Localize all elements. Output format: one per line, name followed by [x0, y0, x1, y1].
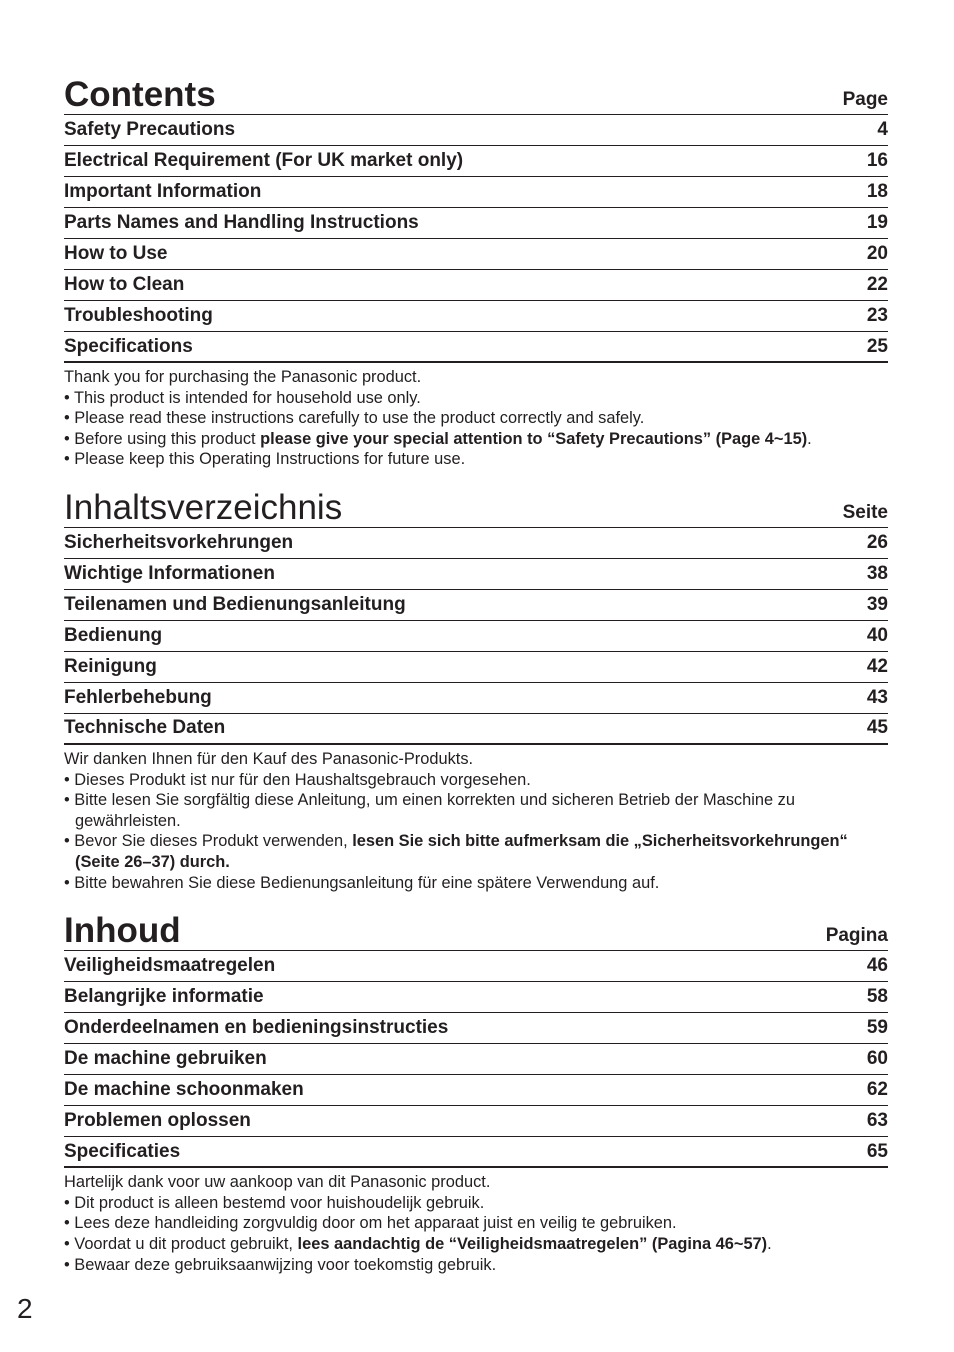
- toc-page: 18: [866, 181, 888, 202]
- bullet-text: • Voordat u dit product gebruikt,: [64, 1234, 298, 1253]
- bullet-emphasis: lesen Sie sich bitte aufmerksam die „Sicherheitsvorkehrungen“ (Seite 26–37) durch.: [75, 832, 848, 871]
- intro-line: Wir danken Ihnen für den Kauf des Panasonic-Produkts.: [64, 749, 474, 768]
- toc-row[interactable]: [64, 146, 888, 177]
- intro-line: Thank you for purchasing the Panasonic product.: [64, 368, 422, 386]
- toc-page: 60: [866, 1048, 888, 1070]
- section-title: Inhaltsverzeichnis: [64, 487, 343, 527]
- toc-label: Technische Daten: [64, 717, 226, 739]
- toc-label: Troubleshooting: [64, 305, 213, 326]
- toc-page: 45: [866, 717, 888, 739]
- toc-row[interactable]: [64, 621, 888, 652]
- section-header: [64, 910, 888, 951]
- toc-page: 62: [866, 1079, 888, 1101]
- toc-label: Onderdeelnamen en bedieningsinstructies: [64, 1017, 449, 1039]
- toc-label: Fehlerbehebung: [64, 686, 212, 708]
- toc-label: How to Use: [64, 243, 168, 264]
- bullet-emphasis: please give your special attention to “Safety Precautions” (Page 4~15): [260, 429, 808, 448]
- toc-label: Problemen oplossen: [64, 1110, 251, 1132]
- spacer: [64, 470, 888, 487]
- toc-page: 26: [866, 531, 888, 553]
- toc-page: 40: [866, 624, 888, 646]
- toc-page: 4: [877, 119, 888, 140]
- toc-row[interactable]: [64, 332, 888, 363]
- toc-row[interactable]: [64, 115, 888, 146]
- toc-label: Parts Names and Handling Instructions: [64, 212, 419, 233]
- intro-text: [64, 749, 888, 893]
- toc-label: Specificaties: [64, 1140, 181, 1162]
- toc-row[interactable]: [64, 1106, 888, 1137]
- toc-page: 63: [866, 1110, 888, 1132]
- toc-label: Electrical Requirement (For UK market only): [64, 150, 464, 171]
- contents-section-nl: [64, 910, 888, 1275]
- toc-page: 39: [866, 593, 888, 615]
- toc-label: Safety Precautions: [64, 119, 236, 140]
- intro-bullet: • Bitte lesen Sie sorgfältig diese Anleitung, um einen korrekten und sicheren Betrieb der Maschine zu gewährleisten.: [64, 791, 795, 830]
- intro-bullet: • Lees deze handleiding zorgvuldig door om het apparaat juist en veilig te gebruiken.: [64, 1214, 677, 1233]
- intro-bullet: • Please keep this Operating Instructions for future use.: [64, 450, 466, 469]
- toc-label: Wichtige Informationen: [64, 562, 275, 584]
- toc-page: 43: [866, 686, 888, 708]
- toc-label: Bedienung: [64, 624, 163, 646]
- toc-label: Specifications: [64, 335, 193, 357]
- toc-row[interactable]: [64, 559, 888, 590]
- toc-label: De machine schoonmaken: [64, 1079, 304, 1101]
- page-column-label: Pagina: [825, 925, 888, 947]
- toc-label: Belangrijke informatie: [64, 986, 264, 1008]
- toc-page: 58: [866, 986, 888, 1008]
- toc-row[interactable]: [64, 301, 888, 332]
- toc-page: 25: [866, 335, 888, 357]
- section-title: Contents: [64, 75, 216, 114]
- toc-row[interactable]: [64, 683, 888, 714]
- toc-row[interactable]: [64, 590, 888, 621]
- intro-line: Hartelijk dank voor uw aankoop van dit Panasonic product.: [64, 1173, 491, 1192]
- toc-row[interactable]: [64, 528, 888, 559]
- intro-bullet: • Bewaar deze gebruiksaanwijzing voor toekomstig gebruik.: [64, 1255, 497, 1274]
- toc-row[interactable]: [64, 208, 888, 239]
- toc-row[interactable]: [64, 1044, 888, 1075]
- toc-page: 20: [866, 243, 888, 264]
- toc-row[interactable]: [64, 951, 888, 982]
- toc-label: Reinigung: [64, 655, 157, 677]
- intro-bullet: [64, 831, 888, 872]
- toc-page: 22: [866, 274, 888, 295]
- contents-section-de: [64, 487, 888, 893]
- toc-page: 46: [866, 955, 888, 977]
- toc-label: Important Information: [64, 181, 262, 202]
- contents-section-en: [64, 74, 888, 470]
- toc-label: How to Clean: [64, 274, 185, 295]
- toc-label: Sicherheitsvorkehrungen: [64, 531, 294, 553]
- intro-text: [64, 1172, 888, 1275]
- toc-page: 16: [866, 150, 888, 171]
- toc-row[interactable]: [64, 270, 888, 301]
- section-header: [64, 74, 888, 115]
- bullet-text: .: [767, 1234, 772, 1253]
- toc-row[interactable]: [64, 1075, 888, 1106]
- toc-page: 59: [866, 1017, 888, 1039]
- section-title: Inhoud: [64, 911, 181, 951]
- bullet-text: • Before using this product: [64, 429, 261, 448]
- intro-bullet: • Bitte bewahren Sie diese Bedienungsanleitung für eine spätere Verwendung auf.: [64, 873, 660, 892]
- intro-bullet: • This product is intended for household use only.: [64, 388, 421, 407]
- toc-row[interactable]: [64, 239, 888, 270]
- toc-page: 23: [866, 305, 888, 326]
- bullet-emphasis: lees aandachtig de “Veiligheidsmaatregelen” (Pagina 46~57): [297, 1234, 768, 1253]
- intro-bullet: • Dieses Produkt ist nur für den Haushaltsgebrauch vorgesehen.: [64, 770, 531, 789]
- spacer: [64, 893, 888, 910]
- toc-page: 42: [866, 655, 888, 677]
- toc-row[interactable]: [64, 1137, 888, 1168]
- intro-bullet: [64, 1234, 888, 1255]
- intro-text: [64, 367, 888, 470]
- page-column-label: Seite: [842, 501, 888, 523]
- toc-label: De machine gebruiken: [64, 1048, 267, 1070]
- intro-bullet: • Dit product is alleen bestemd voor huishoudelijk gebruik.: [64, 1193, 485, 1212]
- toc-label: Teilenamen und Bedienungsanleitung: [64, 593, 406, 615]
- toc-page: 19: [866, 212, 888, 233]
- bullet-text: • Bevor Sie dieses Produkt verwenden,: [64, 832, 353, 851]
- toc-row[interactable]: [64, 652, 888, 683]
- page-number: 2: [17, 1293, 33, 1324]
- intro-bullet: • Please read these instructions carefully to use the product correctly and safely.: [64, 409, 645, 428]
- page-content: [64, 74, 888, 1275]
- section-header: [64, 487, 888, 528]
- toc-row[interactable]: [64, 714, 888, 745]
- intro-bullet: [64, 429, 888, 450]
- bullet-text: .: [807, 429, 812, 448]
- page-column-label: Page: [842, 89, 888, 110]
- toc-row[interactable]: [64, 1013, 888, 1044]
- toc-page: 38: [866, 562, 888, 584]
- toc-row[interactable]: [64, 177, 888, 208]
- toc-label: Veiligheidsmaatregelen: [64, 955, 276, 977]
- toc-page: 65: [866, 1140, 888, 1162]
- toc-row[interactable]: [64, 982, 888, 1013]
